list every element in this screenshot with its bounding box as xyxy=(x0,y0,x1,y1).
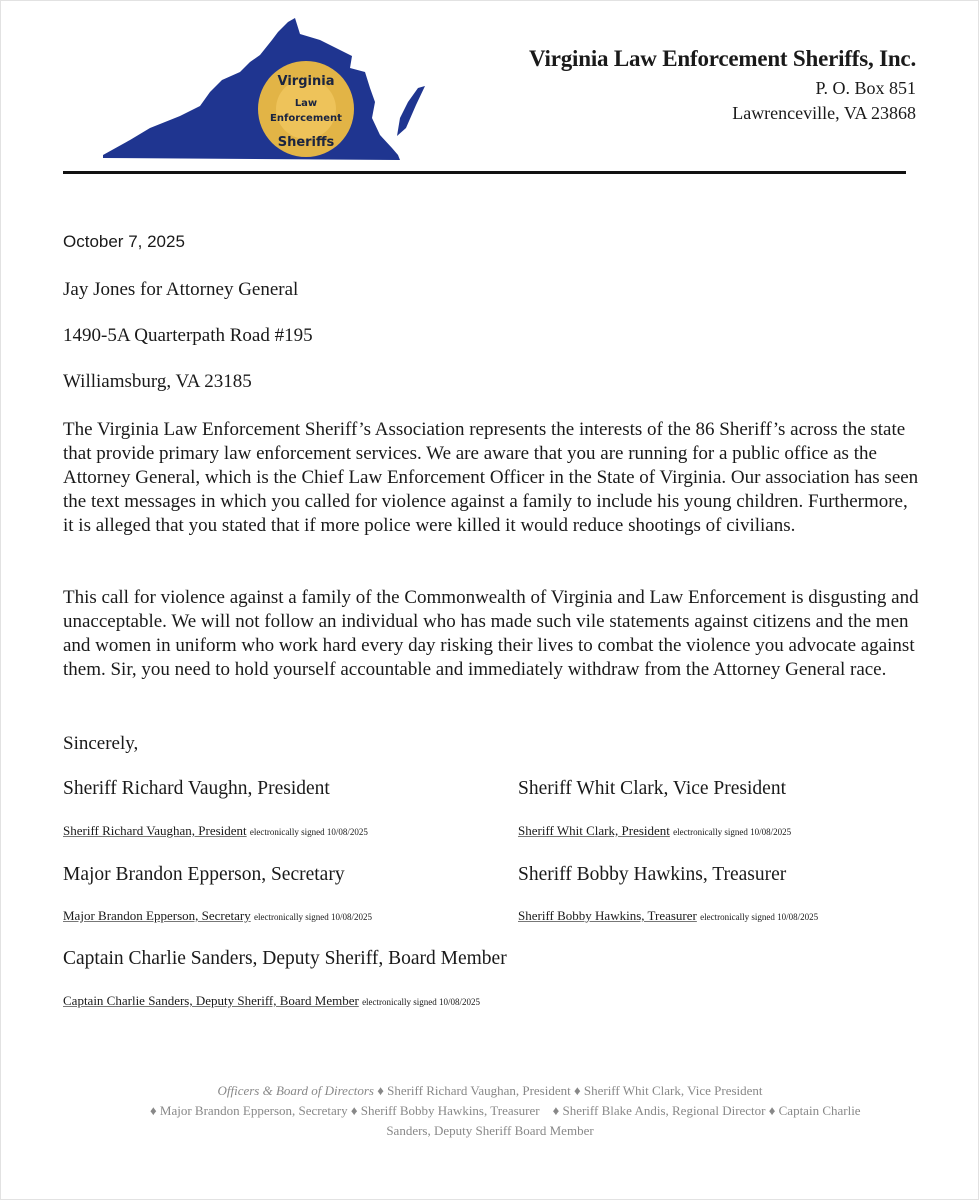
virginia-state-shape xyxy=(103,18,400,160)
footer-heading: Officers & Board of Directors xyxy=(217,1083,374,1098)
recipient-name: Jay Jones for Attorney General xyxy=(63,279,299,300)
virginia-sheriffs-logo xyxy=(100,10,430,162)
signature-line: Sheriff Bobby Hawkins, Treasurer electronically signed 10/08/2025 xyxy=(518,908,819,923)
signatory-name: Major Brandon Epperson, Secretary xyxy=(63,864,345,885)
eastern-shore-shape xyxy=(397,86,425,136)
footer-line: ♦ Major Brandon Epperson, Secretary ♦ Sheriff Bobby Hawkins, Treasurer ♦ Sheriff Blake Andis, Regional Director ♦ Captain Charlie xyxy=(150,1103,861,1118)
signature-line: Captain Charlie Sanders, Deputy Sheriff, Board Member electronically signed 10/08/2025 xyxy=(63,993,481,1008)
recipient-street: 1490-5A Quarterpath Road #195 xyxy=(63,325,313,346)
letter-date: October 7, 2025 xyxy=(63,232,185,251)
body-paragraph-1: The Virginia Law Enforcement Sheriff’s Association represents the interests of the 86 Sheriff’s across the state that provide primary law enforcement services. We are aware that you are running for a public office as the Attorney General, which is the Chief Law Enforcement Officer in the State of Virginia. Our association has seen the text messages in which you called for violence against a family to include his young children. Furthermore, it is alleged that you stated that if more police were killed it would reduce shootings of civilians. xyxy=(63,419,919,536)
recipient-city: Williamsburg, VA 23185 xyxy=(63,371,252,392)
org-name: Virginia Law Enforcement Sheriffs, Inc. xyxy=(528,46,916,71)
signatory-name: Sheriff Bobby Hawkins, Treasurer xyxy=(518,864,787,885)
signatory-name: Sheriff Richard Vaughn, President xyxy=(63,778,330,799)
signature-line: Sheriff Richard Vaughan, President electronically signed 10/08/2025 xyxy=(63,823,368,838)
footer-board-list xyxy=(150,1081,861,1141)
logo-text-enforcement: Enforcement xyxy=(270,113,342,124)
footer-line: Sanders, Deputy Sheriff Board Member xyxy=(386,1123,594,1138)
closing: Sincerely, xyxy=(63,733,139,754)
footer-line: ♦ Sheriff Richard Vaughan, President ♦ Sheriff Whit Clark, Vice President xyxy=(373,1083,763,1098)
org-city: Lawrenceville, VA 23868 xyxy=(732,103,916,123)
header-divider xyxy=(63,171,906,174)
po-box: P. O. Box 851 xyxy=(815,78,916,98)
logo-text-sheriffs: Sheriffs xyxy=(277,135,335,150)
signatory-name: Sheriff Whit Clark, Vice President xyxy=(518,778,786,799)
signatory-name: Captain Charlie Sanders, Deputy Sheriff, Board Member xyxy=(63,948,507,969)
logo-text-virginia: Virginia xyxy=(277,74,335,89)
signature-line: Sheriff Whit Clark, President electronically signed 10/08/2025 xyxy=(518,823,792,838)
logo-text-law: Law xyxy=(294,98,318,109)
signature-line: Major Brandon Epperson, Secretary electronically signed 10/08/2025 xyxy=(63,908,372,923)
body-paragraph-2: This call for violence against a family of the Commonwealth of Virginia and Law Enforcement is disgusting and unacceptable. We will not follow an individual who has made such vile statements against citizens and the men and women in uniform who work hard every day risking their lives to combat the violence you advocate against them. Sir, you need to hold yourself accountable and immediately withdraw from the Attorney General race. xyxy=(63,587,919,680)
